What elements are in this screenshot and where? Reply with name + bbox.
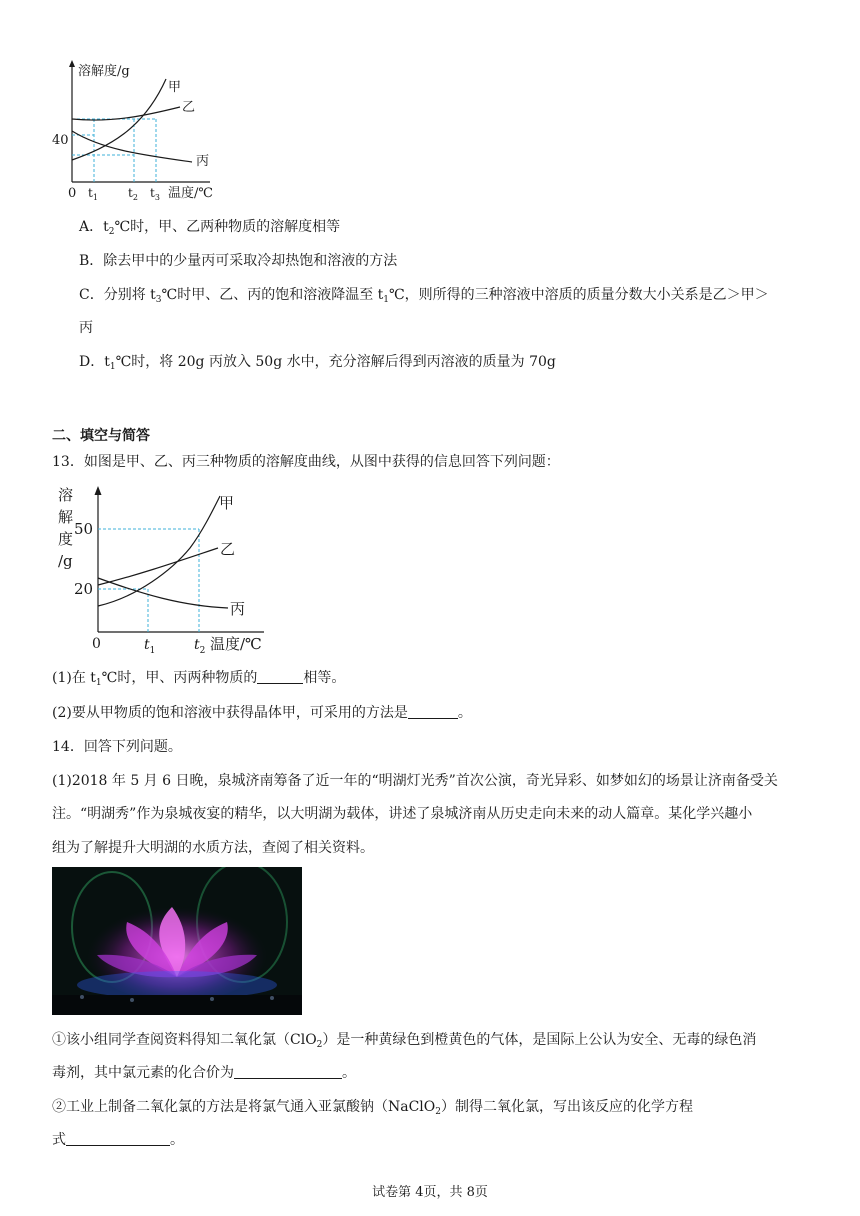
q14-para-line-2: 注。“明湖秀”作为泉城夜宴的精华，以大明湖为载体，讲述了泉城济南从历史走向未来的动人篇章。某化学兴趣小 bbox=[52, 806, 753, 822]
curve-label-bing: 丙 bbox=[196, 154, 210, 169]
q14-para-line-1: (1)2018 年 5 月 6 日晚，泉城济南筹备了近一年的“明湖灯光秀”首次公演，奇光异彩、如梦如幻的场景让济南备受关 bbox=[52, 773, 778, 789]
page-footer: 试卷第 4页，共 8页 bbox=[372, 1185, 488, 1200]
q13-sub1: (1)在 $t_1℃$时，甲、丙两种物质的 相等。 bbox=[52, 670, 346, 688]
option-c: C．分别将 $t_3℃$时甲、乙、丙的饱和溶液降温至 $t_1℃$，则所得的三种溶液中溶质的质量分数大小关系是乙＞甲＞ bbox=[79, 287, 769, 305]
answer-blank[interactable] bbox=[257, 669, 303, 684]
q14-para-line-3: 组为了解提升大明湖的水质方法，查阅了相关资料。 bbox=[52, 840, 374, 856]
x-tick-t2: $t_2$ bbox=[128, 186, 138, 202]
y-axis-arrow bbox=[69, 60, 75, 67]
x-tick-t1: $t_1$ bbox=[88, 186, 98, 202]
q14-stem: 14．回答下列问题。 bbox=[52, 739, 182, 755]
x-axis-label: 温度/℃ bbox=[168, 186, 213, 201]
curve-jia bbox=[98, 496, 220, 606]
origin-label: 0 bbox=[68, 186, 77, 201]
option-b: B．除去甲中的少量丙可采取冷却热饱和溶液的方法 bbox=[79, 253, 398, 269]
q13-sub2: (2)要从甲物质的饱和溶液中获得晶体甲，可采用的方法是 。 bbox=[52, 705, 472, 721]
y-axis-label-2: 解 bbox=[58, 508, 74, 526]
q13-stem: 13．如图是甲、乙、丙三种物质的溶解度曲线，从图中获得的信息回答下列问题： bbox=[52, 454, 560, 470]
y-axis-label: 溶解度/g bbox=[78, 64, 130, 79]
option-d: D．$t_1℃$时，将 20g 丙放入 50g 水中，充分溶解后得到丙溶液的质量为 70g bbox=[79, 354, 556, 372]
q14-item1-line2: 毒剂，其中氯元素的化合价为 。 bbox=[52, 1065, 356, 1081]
y-tick-40: 40 bbox=[52, 133, 69, 148]
curve-yi bbox=[72, 107, 180, 120]
guide-lines bbox=[72, 119, 156, 182]
curve-bing bbox=[72, 131, 192, 162]
solubility-chart-2 bbox=[52, 482, 292, 660]
answer-blank[interactable] bbox=[66, 1131, 170, 1146]
q14-item2-line2: 式 。 bbox=[52, 1132, 184, 1148]
y-axis-arrow bbox=[95, 486, 102, 495]
answer-blank[interactable] bbox=[234, 1064, 342, 1079]
x-tick-t3: $t_3$ bbox=[150, 186, 160, 202]
answer-blank[interactable] bbox=[408, 704, 458, 719]
origin-label: 0 bbox=[92, 636, 101, 652]
x-axis-label: 温度/℃ bbox=[210, 635, 262, 653]
section-heading: 二、填空与简答 bbox=[52, 428, 150, 444]
curve-label-bing: 丙 bbox=[230, 600, 246, 618]
curve-label-yi: 乙 bbox=[220, 540, 236, 558]
curve-bing bbox=[98, 578, 228, 608]
curve-label-jia: 甲 bbox=[168, 80, 182, 95]
curve-label-yi: 乙 bbox=[182, 100, 196, 115]
y-axis-label-4: /g bbox=[58, 552, 73, 570]
solubility-chart-1 bbox=[48, 55, 238, 205]
x-tick-t1: $t_1$ bbox=[144, 637, 156, 656]
y-axis-label-1: 溶 bbox=[58, 486, 74, 504]
option-c-continued: 丙 bbox=[79, 320, 93, 336]
x-tick-t2: $t_2$ bbox=[194, 637, 206, 656]
y-axis-label-3: 度 bbox=[58, 530, 74, 548]
light-show-photo bbox=[52, 867, 302, 1015]
q14-item1-line1: ①该小组同学查阅资料得知二氧化氯（ClO$_2$）是一种黄绿色到橙黄色的气体，是国际上公认为安全、无毒的绿色消 bbox=[52, 1032, 757, 1050]
curve-label-jia: 甲 bbox=[219, 494, 235, 512]
option-a: A．$t_2℃$时，甲、乙两种物质的溶解度相等 bbox=[79, 219, 341, 237]
y-tick-20: 20 bbox=[74, 580, 94, 598]
q14-item2-line1: ②工业上制备二氧化氯的方法是将氯气通入亚氯酸钠（NaClO$_2$）制得二氧化氯，写出该反应的化学方程 bbox=[52, 1099, 693, 1117]
y-tick-50: 50 bbox=[74, 520, 94, 538]
curve-yi bbox=[98, 548, 218, 585]
